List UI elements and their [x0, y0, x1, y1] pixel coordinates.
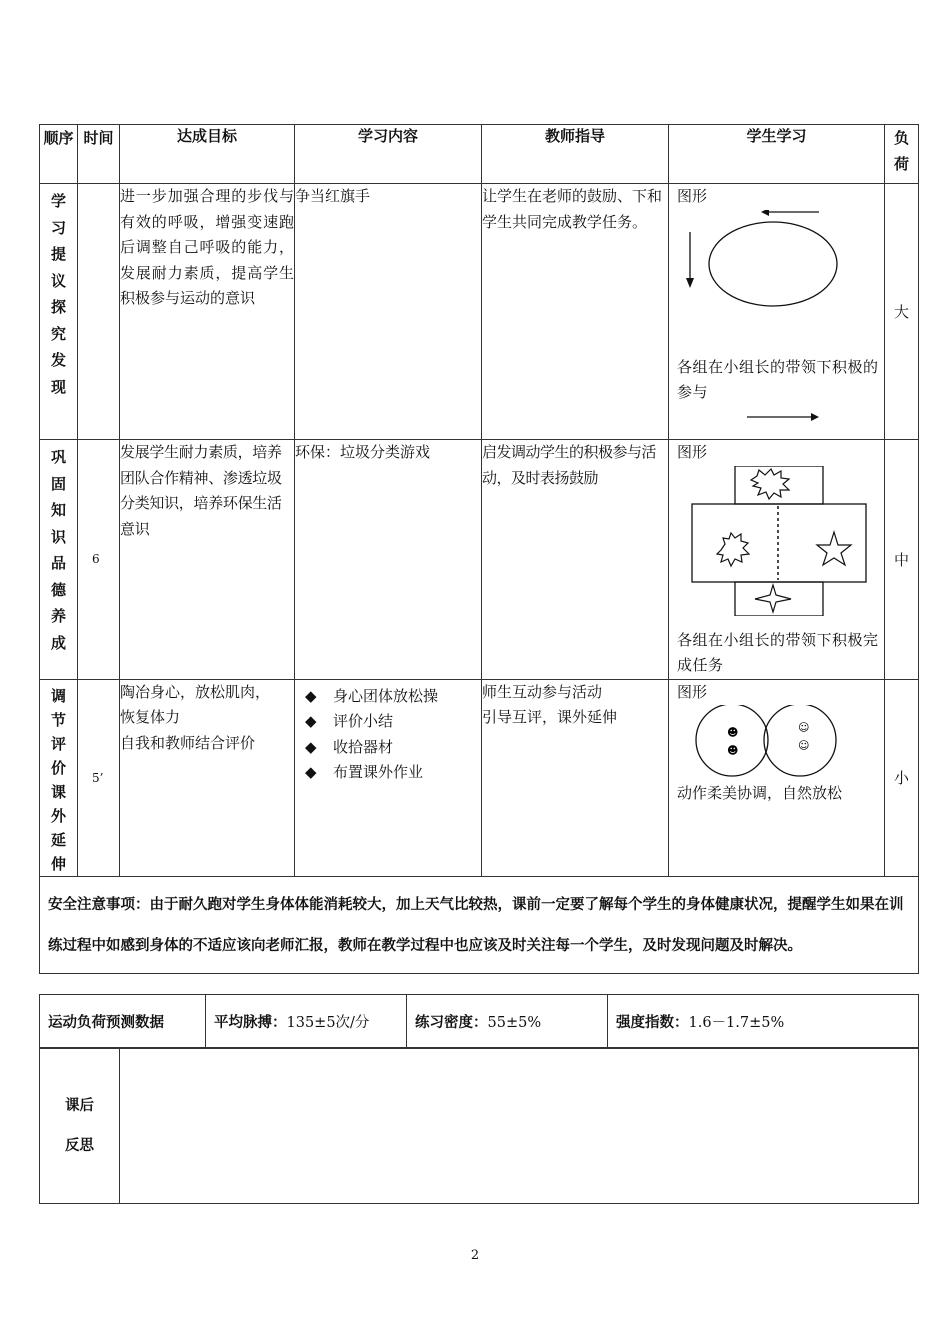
time-cell: 6	[78, 440, 120, 680]
table-row	[40, 184, 919, 440]
arrow-right-icon	[747, 413, 819, 421]
list-item: ◆ 收拾器材	[305, 735, 481, 761]
student-figure-label: 图形	[677, 187, 708, 205]
sorting-game-diagram	[677, 466, 877, 616]
burst-icon	[717, 533, 749, 566]
arrow-left-icon	[761, 210, 819, 216]
student-cell	[669, 184, 885, 440]
load-cell: 中	[885, 440, 919, 680]
load-cell: 小	[885, 679, 919, 876]
reflection-label: 课后 反思	[40, 1048, 120, 1204]
header-goal: 达成目标	[120, 125, 295, 184]
stage-cell	[40, 679, 78, 876]
list-item: ◆ 身心团体放松操	[305, 684, 481, 710]
safety-row	[40, 876, 919, 973]
star-icon	[817, 532, 851, 565]
reflection-area[interactable]	[120, 1048, 919, 1204]
arrow-down-icon	[686, 232, 694, 288]
stage-label: 调节评价课外延伸	[51, 686, 67, 873]
goal-line: 自我和教师结合评价	[120, 733, 256, 752]
stage-label: 学习提议探究发现	[51, 192, 67, 396]
pulse-cell: 平均脉搏：135±5次/分	[206, 995, 407, 1049]
bottom-zone	[735, 582, 823, 616]
reflection-table	[39, 1047, 919, 1204]
teacher-cell: 让学生在老师的鼓励、下和学生共同完成教学任务。	[482, 184, 669, 440]
list-item: ◆ 布置课外作业	[305, 760, 481, 786]
header-teacher: 教师指导	[482, 125, 669, 184]
density-cell: 练习密度：55±5%	[407, 995, 608, 1049]
time-cell: 5’	[78, 679, 120, 876]
content-cell	[295, 679, 482, 876]
header-time: 时间	[78, 125, 120, 184]
student-cell	[669, 679, 885, 876]
table-header-row	[40, 125, 919, 184]
goal-cell	[120, 679, 295, 876]
smiley-icon: ☻	[727, 726, 739, 739]
time-cell	[78, 184, 120, 440]
diamond-bullet-icon: ◆	[305, 686, 317, 705]
teacher-cell: 启发调动学生的积极参与活动，及时表扬鼓励	[482, 440, 669, 680]
student-figure-label: 图形	[677, 443, 708, 461]
density-value: 55±5%	[487, 1015, 542, 1031]
goal-cell: 进一步加强合理的步伐与有效的呼吸，增强变速跑后调整自己呼吸的能力，发展耐力素质，提高学生积极参与运动的意识	[120, 184, 295, 440]
track-oval	[709, 222, 837, 306]
student-note: 各组在小组长的带领下积极完成任务	[677, 630, 879, 674]
goal-cell: 发展学生耐力素质，培养团队合作精神、渗透垃圾分类知识，培养环保生活意识	[120, 440, 295, 680]
four-point-star-icon	[755, 585, 791, 612]
header-student: 学生学习	[669, 125, 885, 184]
middle-zone	[692, 504, 866, 582]
intensity-value: 1.6－1.7±5%	[688, 1015, 785, 1031]
student-note: 动作柔美协调，自然放松	[677, 784, 843, 802]
smiley-icon: ☺	[798, 739, 810, 752]
table-row	[40, 440, 919, 680]
diamond-bullet-icon: ◆	[305, 737, 317, 756]
stage-cell	[40, 440, 78, 680]
teacher-line: 引导互评，课外延伸	[482, 708, 618, 726]
lesson-table	[39, 124, 919, 974]
student-cell	[669, 440, 885, 680]
smiley-icon: ☺	[798, 721, 810, 734]
prediction-title: 运动负荷预测数据	[40, 995, 206, 1049]
running-track-diagram	[677, 210, 877, 340]
pulse-value: 135±5次/分	[286, 1015, 370, 1031]
header-load: 负荷	[885, 125, 919, 184]
teacher-cell	[482, 679, 669, 876]
page-number: 2	[470, 1248, 480, 1263]
safety-notes: 安全注意事项：由于耐久跑对学生身体体能消耗较大，加上天气比较热，课前一定要了解每个学生的身体健康状况，提醒学生如果在训练过程中如感到身体的不适应该向老师汇报，教师在教学过程中也应该及时关注每一个学生，及时发现问题及时解决。	[40, 876, 919, 973]
load-prediction-table	[39, 994, 919, 1049]
table-row	[40, 679, 919, 876]
diamond-bullet-icon: ◆	[305, 712, 317, 730]
goal-line: 陶冶身心，放松肌肉，	[120, 682, 271, 701]
teacher-line: 师生互动参与活动	[482, 682, 603, 701]
header-order: 顺序	[40, 125, 78, 184]
circle-left	[696, 705, 768, 776]
relax-circles-diagram	[677, 705, 877, 777]
list-item: ◆ 评价小结	[305, 709, 481, 735]
goal-line: 恢复体力	[120, 708, 181, 726]
content-list	[295, 684, 481, 786]
load-cell: 大	[885, 184, 919, 440]
diamond-bullet-icon: ◆	[305, 763, 317, 781]
student-figure-label: 图形	[677, 682, 708, 701]
stage-label: 巩固知识品德养成	[51, 448, 67, 652]
student-note: 各组在小组长的带领下积极的参与	[677, 357, 879, 401]
stage-cell	[40, 184, 78, 440]
header-content: 学习内容	[295, 125, 482, 184]
burst-icon	[751, 469, 789, 499]
arrow-right-diagram	[677, 406, 877, 428]
content-cell: 环保：垃圾分类游戏	[295, 440, 482, 680]
content-cell: 争当红旗手	[295, 184, 482, 440]
intensity-cell: 强度指数：1.6－1.7±5%	[608, 995, 919, 1049]
smiley-icon: ☻	[727, 744, 739, 757]
